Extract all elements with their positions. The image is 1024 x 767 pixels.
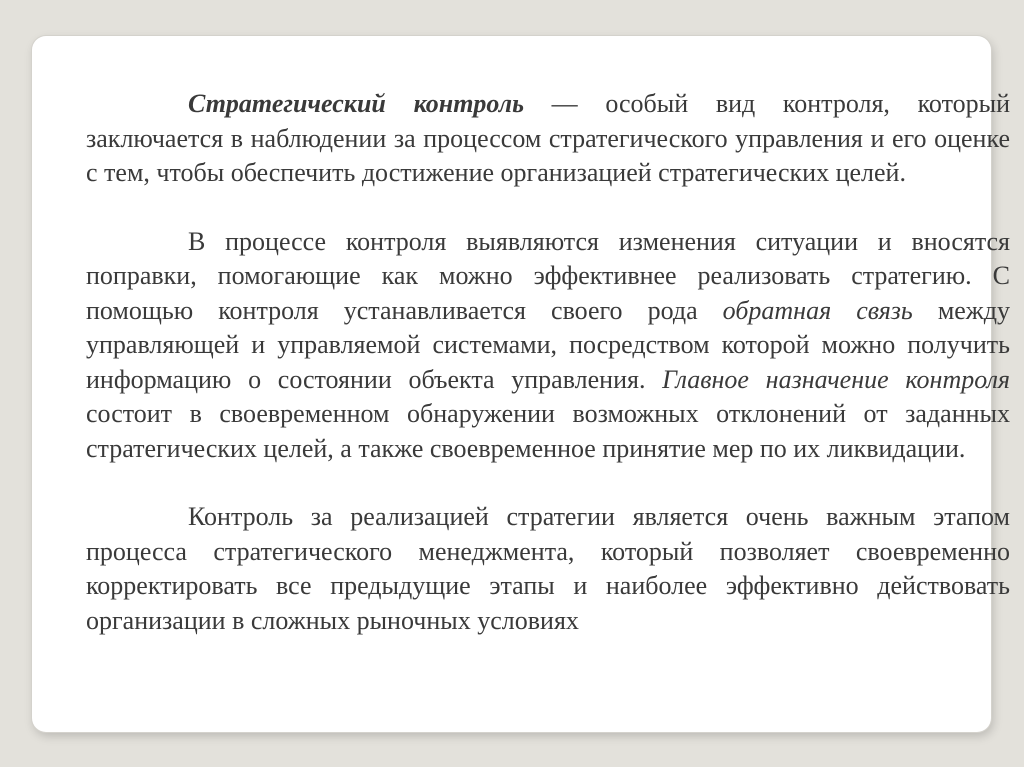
process-text-2: между управляющей и управляемой системами, посредством которой можно получить информацию о состоянии объекта управления. bbox=[86, 295, 1010, 394]
term-main-purpose: Главное назначение контроля bbox=[662, 364, 1010, 394]
paragraph-implementation-control bbox=[86, 500, 1010, 638]
paragraph-control-process bbox=[86, 225, 1010, 467]
slide-content-panel bbox=[32, 36, 1010, 732]
slide-text-block bbox=[86, 87, 1010, 638]
term-strategic-control: Стратегический контроль bbox=[188, 89, 524, 118]
process-text-3: состоит в своевременном обнаружении возможных отклонений от заданных стратегических целей, а также своевременное принятие мер по их ликвидации. bbox=[86, 399, 1010, 463]
definition-text: — особый вид контроля, который заключается в наблюдении за процессом стратегического управления и его оценке с тем, чтобы обеспечить достижение организацией стратегических целей. bbox=[86, 89, 1010, 187]
paragraph-definition bbox=[86, 87, 1010, 191]
implementation-text: Контроль за реализацией стратегии является очень важным этапом процесса стратегического менеджмента, который позволяет своевременно корректировать все предыдущие этапы и наиболее эффективно действовать организации в сложных рыночных условиях bbox=[86, 502, 1010, 635]
process-text-1: В процессе контроля выявляются изменения ситуации и вносятся поправки, помогающие как можно эффективнее реализовать стратегию. С помощью контроля устанавливается своего рода bbox=[86, 226, 1010, 325]
term-feedback: обратная связь bbox=[722, 295, 913, 325]
